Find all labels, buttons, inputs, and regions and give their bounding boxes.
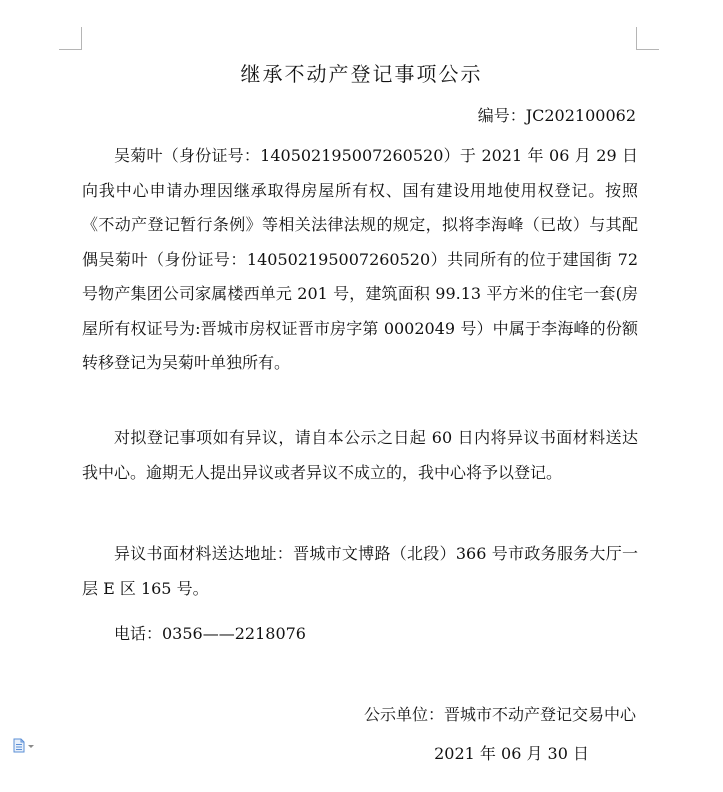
page-corner-top-right [636, 27, 659, 50]
paragraph-address: 异议书面材料送达地址：晋城市文博路（北段）366 号市政务服务大厅一层 E 区 165 号。 [82, 544, 638, 598]
paragraph-announcement: 吴菊叶（身份证号：140502195007260520）于 2021 年 06 月 29 日向我中心申请办理因继承取得房屋所有权、国有建设用地使用权登记。按照《不动产登记暂行条例》等相关法律法规的规定，拟将李海峰（已故）与其配偶吴菊叶（身份证号：140502195007260520）共同所有的位于建国街 72 号物产集团公司家属楼西单元 201 号，建筑面积 99.13 平方米的住宅一套(房屋所有权证号为:晋城市房权证晋市房字第 0002049 号）中属于李海峰的份额转移登记为吴菊叶单独所有。 [82, 146, 638, 372]
chevron-down-icon [28, 745, 34, 748]
signature-date: 2021 年 06 月 30 日 [434, 744, 589, 763]
document-page-icon [13, 738, 25, 753]
signature-unit: 公示单位：晋城市不动产登记交易中心 [363, 705, 636, 724]
paragraph-objection: 对拟登记事项如有异议，请自本公示之日起 60 日内将异议书面材料送达我中心。逾期无人提出异议或者异议不成立的，我中心将予以登记。 [82, 428, 638, 482]
document-title: 继承不动产登记事项公示 [240, 62, 483, 86]
document-options-button[interactable] [13, 738, 34, 753]
page-corner-top-left [59, 27, 82, 50]
document-number: 编号：JC202100062 [477, 106, 636, 125]
paragraph-phone: 电话：0356——2218076 [114, 624, 306, 643]
